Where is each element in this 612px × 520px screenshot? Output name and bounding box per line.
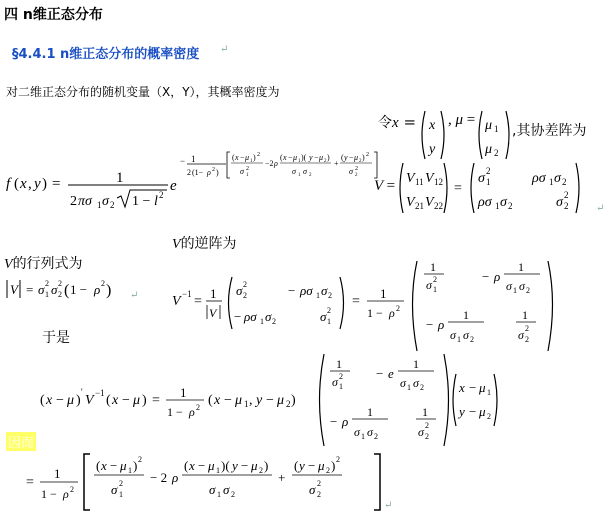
svg-text:=: =	[52, 176, 61, 192]
svg-text:2: 2	[212, 167, 215, 173]
svg-text:μ: μ	[67, 393, 75, 408]
svg-text:): )	[42, 176, 47, 192]
svg-text:1: 1	[97, 200, 102, 210]
svg-text:1: 1	[116, 170, 124, 186]
svg-text:σ: σ	[367, 425, 373, 439]
svg-text:V: V	[425, 171, 434, 186]
svg-text:V: V	[172, 294, 181, 309]
mu-definition: , μ =	[448, 112, 476, 128]
svg-text:(: (	[341, 153, 344, 162]
svg-text:σ: σ	[102, 194, 109, 209]
svg-text:y: y	[299, 458, 305, 473]
svg-text:2: 2	[487, 412, 491, 421]
svg-text:2: 2	[494, 148, 499, 158]
svg-text:ρ: ρ	[207, 168, 211, 177]
svg-text:2: 2	[58, 279, 62, 288]
svg-text:−2: −2	[265, 159, 274, 168]
svg-text:1: 1	[45, 290, 49, 299]
svg-text:σ: σ	[354, 425, 360, 439]
svg-text:σ: σ	[236, 283, 243, 298]
svg-text:x: x	[235, 153, 239, 162]
svg-text:1: 1	[407, 383, 411, 392]
det-label-line	[4, 253, 83, 273]
svg-text:σ: σ	[51, 282, 58, 297]
svg-text:(: (	[64, 282, 70, 299]
svg-text:1: 1	[430, 260, 436, 274]
svg-text:σ: σ	[321, 283, 328, 298]
svg-text:x: x	[429, 118, 436, 133]
paragraph-mark-4: ↵	[384, 500, 393, 511]
svg-text:πσ: πσ	[78, 194, 92, 209]
svg-text:1: 1	[244, 399, 249, 409]
svg-text:e: e	[170, 178, 177, 194]
svg-text:x: x	[46, 393, 53, 408]
svg-text:2: 2	[246, 166, 249, 172]
svg-text:2: 2	[562, 177, 567, 187]
svg-text:μ: μ	[133, 393, 141, 408]
svg-text:ρσ: ρσ	[532, 171, 546, 186]
svg-text:σ: σ	[500, 195, 507, 210]
svg-text:σ: σ	[223, 482, 230, 497]
svg-text:f: f	[6, 176, 11, 192]
svg-text:σ: σ	[413, 376, 419, 390]
svg-text:σ: σ	[518, 328, 524, 342]
svg-text:1: 1	[316, 291, 320, 300]
svg-text:)(: )(	[301, 153, 307, 162]
svg-text:x: x	[189, 458, 195, 473]
svg-text:ρ: ρ	[63, 487, 69, 501]
svg-text:1: 1	[518, 260, 524, 274]
svg-text:σ: σ	[292, 167, 296, 176]
covariance-matrix	[396, 160, 596, 216]
svg-text:': '	[81, 387, 83, 397]
svg-text:ρσ: ρσ	[478, 195, 492, 210]
svg-text:1 −: 1 −	[367, 306, 383, 320]
svg-text:μ: μ	[318, 458, 325, 473]
svg-text:ρσ: ρσ	[244, 309, 257, 324]
svg-text:1 −: 1 −	[70, 282, 88, 297]
svg-text:2: 2	[286, 399, 291, 409]
svg-text:ρ: ρ	[342, 414, 349, 429]
svg-text:(1−: (1−	[192, 168, 204, 177]
svg-text:V: V	[209, 306, 217, 320]
svg-text:−: −	[180, 156, 186, 166]
svg-text:2: 2	[508, 201, 513, 211]
svg-text:σ: σ	[309, 482, 316, 497]
svg-text:σ: σ	[450, 328, 456, 342]
svg-text:1: 1	[367, 405, 373, 419]
highlighted-text: 因而	[6, 432, 36, 451]
svg-text:1: 1	[339, 382, 343, 391]
svg-text:ρσ: ρσ	[300, 283, 313, 298]
inverse-label-line	[172, 233, 237, 253]
svg-text:e: e	[388, 366, 394, 381]
svg-text:2: 2	[564, 201, 569, 211]
svg-text:(: (	[184, 458, 189, 473]
svg-text:1: 1	[210, 286, 217, 301]
svg-text:V: V	[10, 282, 18, 297]
svg-text:,: ,	[28, 176, 32, 192]
svg-text:(: (	[280, 153, 283, 162]
svg-text:y: y	[256, 393, 263, 408]
svg-text:2: 2	[243, 291, 247, 300]
determinant-formula	[4, 274, 144, 304]
svg-text:1: 1	[191, 154, 196, 164]
svg-text:μ: μ	[485, 118, 493, 133]
svg-text:): )	[216, 168, 219, 177]
svg-text:2: 2	[159, 190, 164, 200]
svg-text:1: 1	[361, 432, 365, 441]
svg-text:2: 2	[272, 317, 276, 326]
svg-text:V: V	[85, 393, 94, 408]
svg-text:): )	[331, 458, 336, 473]
svg-text:x: x	[112, 393, 119, 408]
svg-text:2: 2	[309, 173, 312, 178]
svg-text:): )	[291, 393, 296, 408]
svg-text:σ: σ	[320, 309, 327, 324]
paragraph-mark-2: ↵	[596, 203, 605, 214]
svg-text:l: l	[154, 194, 158, 209]
let-text: 令	[378, 115, 392, 131]
svg-text:2: 2	[526, 286, 530, 295]
svg-text:): )	[142, 393, 147, 408]
svg-text:σ: σ	[111, 482, 118, 497]
svg-text:σ: σ	[303, 167, 307, 176]
svg-text:y: y	[459, 404, 465, 419]
svg-text:1: 1	[336, 357, 342, 371]
svg-text:μ: μ	[120, 458, 127, 473]
svg-text:2: 2	[396, 304, 400, 313]
svg-text:−1: −1	[95, 388, 105, 398]
svg-text:2: 2	[486, 166, 491, 176]
svg-text:1: 1	[422, 405, 428, 419]
svg-text:μ: μ	[208, 458, 215, 473]
svg-text:2: 2	[70, 194, 77, 209]
svg-text:2: 2	[259, 466, 263, 475]
svg-text:2: 2	[119, 479, 123, 488]
svg-text:1: 1	[463, 308, 469, 322]
svg-text:−: −	[376, 366, 384, 381]
svg-text:2: 2	[564, 190, 569, 200]
svg-text:): )	[253, 153, 256, 162]
svg-text:−: −	[308, 458, 316, 473]
svg-text:(: (	[106, 393, 111, 408]
svg-text:=: =	[352, 294, 360, 309]
svg-text:μ: μ	[251, 458, 258, 473]
V-equals: V =	[374, 178, 396, 194]
svg-text:σ: σ	[418, 425, 424, 439]
svg-text:y: y	[34, 176, 41, 192]
svg-text:1: 1	[217, 490, 221, 499]
svg-text:−: −	[288, 153, 293, 162]
svg-text:σ: σ	[240, 167, 244, 176]
svg-text:2: 2	[317, 479, 321, 488]
svg-text:y: y	[429, 142, 436, 157]
svg-text:): )	[133, 458, 138, 473]
svg-text:): )	[327, 153, 330, 162]
svg-text:x: x	[214, 393, 221, 408]
svg-text:1: 1	[457, 335, 461, 344]
svg-text:22: 22	[434, 201, 443, 211]
svg-text:σ: σ	[265, 309, 272, 324]
svg-text:1: 1	[260, 317, 264, 326]
expanded-form	[4, 448, 404, 518]
V-symbol-2: V	[172, 237, 181, 252]
svg-text:=: =	[194, 294, 202, 309]
svg-text:V: V	[425, 195, 434, 210]
svg-text:2: 2	[317, 490, 321, 499]
svg-text:μ: μ	[479, 404, 486, 419]
intro-text: 对二维正态分布的随机变量（X，Y），其概率密度为	[6, 85, 280, 99]
svg-text:y: y	[232, 458, 238, 473]
svg-text:2: 2	[196, 403, 200, 412]
svg-text:ρ: ρ	[389, 306, 395, 320]
svg-text:ρ: ρ	[189, 405, 195, 419]
svg-text:)(: )(	[221, 458, 230, 473]
V-symbol-1: V	[374, 178, 383, 194]
svg-text:ρ: ρ	[494, 269, 501, 284]
section-title: 四 n维正态分布	[4, 7, 103, 23]
svg-text:=: =	[26, 475, 34, 490]
svg-text:V: V	[406, 195, 415, 210]
svg-text:−: −	[266, 393, 274, 408]
svg-text:2: 2	[525, 324, 529, 333]
svg-text:2: 2	[101, 279, 105, 288]
svg-text:1: 1	[549, 177, 554, 187]
svg-text:x: x	[283, 153, 287, 162]
svg-text:−: −	[122, 393, 130, 408]
svg-text:ρ: ρ	[274, 159, 278, 168]
svg-text:−: −	[240, 153, 245, 162]
det-label: 的行列式为	[12, 256, 83, 272]
svg-text:−: −	[198, 458, 206, 473]
svg-text:1: 1	[327, 317, 331, 326]
svg-text:−: −	[330, 414, 338, 429]
let-definition: 令x =	[378, 113, 417, 131]
svg-text:): )	[106, 282, 112, 299]
svg-text:−: −	[314, 153, 319, 162]
svg-text:2: 2	[187, 168, 191, 177]
svg-text:μ: μ	[277, 393, 285, 408]
svg-text:(: (	[14, 176, 19, 192]
subsection-title: §4.4.1 n维正态分布的概率密度	[12, 47, 200, 62]
svg-text:1: 1	[119, 490, 123, 499]
svg-text:1: 1	[380, 286, 387, 301]
svg-text:ρ: ρ	[438, 317, 445, 332]
svg-text:2: 2	[231, 490, 235, 499]
svg-text:1: 1	[250, 159, 253, 164]
svg-text:2: 2	[339, 372, 343, 381]
svg-text:−: −	[288, 283, 296, 298]
paragraph-mark-3: ↵	[130, 290, 139, 301]
cov-text: ,其协差阵为	[512, 123, 587, 139]
svg-text:): )	[264, 458, 269, 473]
V-symbol-3: V	[4, 257, 13, 272]
inverse-formula	[170, 255, 560, 355]
svg-text:σ: σ	[349, 167, 353, 176]
svg-text:1: 1	[54, 466, 61, 481]
so-text: 于是	[42, 330, 70, 346]
svg-text:2: 2	[433, 275, 437, 284]
svg-text:σ: σ	[506, 279, 512, 293]
svg-text:1 −: 1 −	[167, 405, 183, 419]
svg-text:1: 1	[513, 286, 517, 295]
svg-text:(: (	[294, 458, 299, 473]
svg-text:ρ: ρ	[172, 470, 179, 485]
svg-text:(: (	[232, 153, 235, 162]
svg-text:2: 2	[257, 152, 260, 158]
svg-text:μ: μ	[354, 153, 359, 162]
svg-text:2: 2	[355, 173, 358, 178]
svg-text:1 −: 1 −	[132, 194, 151, 209]
svg-text:2: 2	[425, 432, 429, 441]
svg-text:y: y	[309, 153, 313, 162]
svg-text:−: −	[224, 393, 232, 408]
paragraph-mark-1: ↵	[220, 44, 229, 55]
svg-text:1: 1	[246, 173, 249, 178]
svg-text:1: 1	[495, 201, 500, 211]
svg-text:1: 1	[486, 177, 491, 187]
cov-label: 其协差阵为	[516, 123, 587, 139]
svg-text:2: 2	[359, 159, 362, 164]
svg-text:(: (	[96, 458, 101, 473]
mu-vector	[475, 108, 513, 162]
svg-text:2: 2	[355, 166, 358, 172]
svg-text:σ: σ	[519, 279, 525, 293]
svg-text:1: 1	[487, 388, 491, 397]
svg-text:1: 1	[180, 385, 187, 400]
svg-text:21: 21	[415, 201, 424, 211]
svg-text:σ: σ	[554, 171, 561, 186]
density-formula	[4, 150, 382, 212]
svg-text:μ: μ	[245, 153, 250, 162]
svg-text:+: +	[334, 159, 339, 168]
svg-text:−1: −1	[182, 289, 192, 299]
svg-text:1: 1	[433, 285, 437, 294]
svg-text:1: 1	[298, 173, 301, 178]
svg-text:2: 2	[525, 335, 529, 344]
svg-text:μ: μ	[485, 142, 493, 157]
svg-text:μ: μ	[319, 153, 324, 162]
svg-text:−: −	[426, 317, 434, 332]
svg-text:2: 2	[138, 455, 142, 464]
svg-text:1: 1	[216, 466, 220, 475]
svg-text:2: 2	[324, 159, 327, 164]
svg-text:σ: σ	[463, 328, 469, 342]
svg-text:2: 2	[336, 455, 340, 464]
svg-text:σ: σ	[400, 376, 406, 390]
svg-text:1: 1	[128, 466, 132, 475]
svg-text:): )	[76, 393, 81, 408]
svg-text:− 2: − 2	[150, 470, 168, 485]
svg-text:σ: σ	[209, 482, 216, 497]
svg-text:2: 2	[326, 466, 330, 475]
svg-text:μ: μ	[293, 153, 298, 162]
svg-text:2: 2	[470, 335, 474, 344]
svg-text:−: −	[234, 309, 242, 324]
svg-text:2: 2	[58, 290, 62, 299]
svg-text:V: V	[406, 171, 415, 186]
svg-text:μ: μ	[479, 380, 486, 395]
svg-text:σ: σ	[556, 195, 563, 210]
svg-text:y: y	[344, 153, 348, 162]
svg-text:σ: σ	[478, 171, 485, 186]
svg-text:=: =	[152, 393, 160, 408]
svg-text:σ: σ	[38, 282, 45, 297]
svg-text:2: 2	[110, 200, 115, 210]
svg-text:−: −	[110, 458, 118, 473]
svg-text:11: 11	[415, 177, 424, 187]
svg-text:12: 12	[434, 177, 443, 187]
svg-text:x: x	[459, 380, 465, 395]
svg-text:−: −	[482, 269, 490, 284]
svg-text:2: 2	[328, 291, 332, 300]
svg-text:2: 2	[45, 279, 49, 288]
svg-text:,: ,	[249, 393, 253, 408]
quadratic-form	[38, 350, 508, 450]
svg-text:2: 2	[425, 421, 429, 430]
svg-text:2: 2	[420, 383, 424, 392]
svg-text:−: −	[56, 393, 64, 408]
svg-text:−: −	[469, 404, 477, 419]
svg-text:2: 2	[374, 432, 378, 441]
svg-text:x: x	[20, 176, 27, 192]
svg-text:=: =	[454, 181, 462, 196]
svg-text:σ: σ	[332, 375, 338, 389]
svg-text:+: +	[278, 470, 286, 485]
svg-text:1 −: 1 −	[41, 487, 57, 501]
svg-text:2: 2	[243, 280, 247, 289]
svg-text:−: −	[349, 153, 354, 162]
svg-text:x: x	[101, 458, 107, 473]
svg-text:ρ: ρ	[94, 282, 101, 297]
svg-text:(: (	[40, 393, 45, 408]
svg-text:=: =	[26, 282, 34, 297]
svg-text:1: 1	[298, 159, 301, 164]
svg-text:2: 2	[366, 152, 369, 158]
svg-text:−: −	[469, 380, 477, 395]
svg-text:σ: σ	[426, 278, 432, 292]
svg-text:): )	[362, 153, 365, 162]
svg-text:−: −	[241, 458, 249, 473]
svg-text:(: (	[208, 393, 213, 408]
svg-text:1: 1	[522, 308, 528, 322]
inverse-label: 的逆阵为	[180, 236, 237, 252]
svg-text:1: 1	[413, 357, 419, 371]
svg-text:2: 2	[70, 485, 74, 494]
svg-text:μ: μ	[235, 393, 243, 408]
svg-text:2: 2	[327, 306, 331, 315]
x-vector	[418, 108, 448, 162]
svg-text:1: 1	[494, 124, 499, 134]
